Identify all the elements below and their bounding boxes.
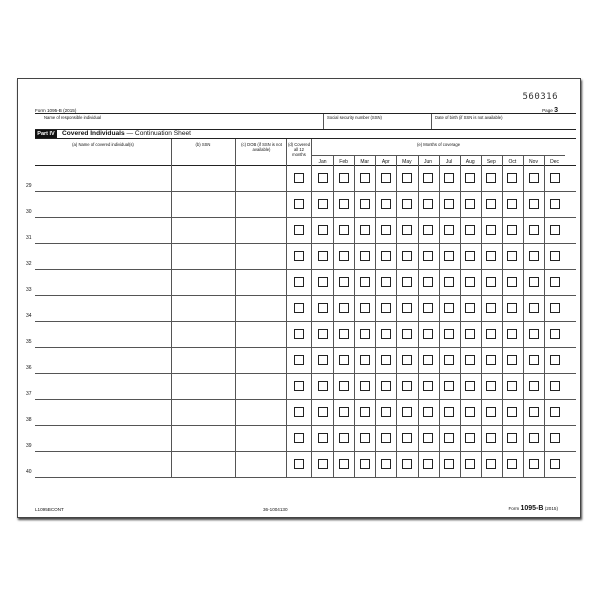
month-checkbox-feb[interactable]	[339, 459, 349, 469]
covered-all-months-checkbox[interactable]	[294, 381, 304, 391]
ssn-field[interactable]	[172, 426, 235, 450]
month-checkbox-mar[interactable]	[360, 433, 370, 443]
month-checkbox-apr[interactable]	[381, 199, 391, 209]
month-checkbox-jun[interactable]	[423, 407, 433, 417]
month-checkbox-nov[interactable]	[529, 381, 539, 391]
month-header-nov: Nov	[529, 159, 538, 165]
month-checkbox-mar[interactable]	[360, 303, 370, 313]
form-code: 560316	[522, 92, 558, 102]
month-checkbox-apr[interactable]	[381, 407, 391, 417]
month-checkbox-oct[interactable]	[507, 225, 517, 235]
month-checkbox-sep[interactable]	[486, 277, 496, 287]
covered-all-months-checkbox[interactable]	[294, 459, 304, 469]
part-heading	[35, 130, 576, 138]
responsible-dob-label: Date of birth (if SSN is not available)	[435, 115, 503, 120]
month-checkbox-jun[interactable]	[423, 381, 433, 391]
covered-all-months-checkbox[interactable]	[294, 329, 304, 339]
ssn-field[interactable]	[172, 452, 235, 476]
month-checkbox-feb[interactable]	[339, 381, 349, 391]
month-checkbox-may[interactable]	[402, 303, 412, 313]
ssn-field[interactable]	[172, 270, 235, 294]
part-title	[62, 130, 191, 138]
ssn-field[interactable]	[172, 296, 235, 320]
month-checkbox-apr[interactable]	[381, 251, 391, 261]
month-checkbox-jun[interactable]	[423, 303, 433, 313]
month-checkbox-jul[interactable]	[444, 173, 454, 183]
month-checkbox-mar[interactable]	[360, 251, 370, 261]
row-number: 32	[26, 261, 32, 267]
month-divider	[460, 155, 461, 477]
month-header-oct: Oct	[508, 159, 517, 165]
month-header-jun: Jun	[423, 159, 433, 165]
month-checkbox-jul[interactable]	[444, 225, 454, 235]
month-checkbox-aug[interactable]	[465, 433, 475, 443]
month-checkbox-feb[interactable]	[339, 251, 349, 261]
month-checkbox-feb[interactable]	[339, 225, 349, 235]
month-checkbox-jan[interactable]	[318, 407, 328, 417]
month-checkbox-apr[interactable]	[381, 173, 391, 183]
col-a-header: (a) Name of covered individual(s)	[72, 142, 134, 147]
month-checkbox-oct[interactable]	[507, 251, 517, 261]
month-header-sep: Sep	[486, 159, 496, 165]
ssn-field[interactable]	[172, 244, 235, 268]
month-checkbox-apr[interactable]	[381, 355, 391, 365]
footer-form-number: 1095-B	[520, 505, 544, 512]
month-checkbox-jan[interactable]	[318, 303, 328, 313]
month-checkbox-nov[interactable]	[529, 303, 539, 313]
header-top-rule	[35, 113, 576, 114]
row-number: 31	[26, 235, 32, 241]
footer-center: 36-1004130	[263, 507, 288, 512]
month-checkbox-feb[interactable]	[339, 277, 349, 287]
month-checkbox-aug[interactable]	[465, 355, 475, 365]
dob-field[interactable]	[236, 296, 286, 320]
month-checkbox-aug[interactable]	[465, 225, 475, 235]
month-header-dec: Dec	[550, 159, 560, 165]
month-checkbox-dec[interactable]	[550, 407, 560, 417]
month-checkbox-may[interactable]	[402, 277, 412, 287]
month-header-may: May	[402, 159, 412, 165]
col-b-header: (b) SSN	[195, 142, 211, 147]
month-checkbox-apr[interactable]	[381, 459, 391, 469]
month-checkbox-mar[interactable]	[360, 277, 370, 287]
month-checkbox-may[interactable]	[402, 251, 412, 261]
form-sheet	[17, 78, 581, 518]
dob-field[interactable]	[236, 322, 286, 346]
month-checkbox-jul[interactable]	[444, 277, 454, 287]
month-checkbox-mar[interactable]	[360, 381, 370, 391]
month-checkbox-mar[interactable]	[360, 407, 370, 417]
ssn-field[interactable]	[172, 322, 235, 346]
month-checkbox-jan[interactable]	[318, 329, 328, 339]
month-checkbox-jun[interactable]	[423, 251, 433, 261]
month-checkbox-may[interactable]	[402, 433, 412, 443]
name-field[interactable]	[35, 218, 171, 242]
covered-all-months-checkbox[interactable]	[294, 173, 304, 183]
covered-all-months-checkbox[interactable]	[294, 199, 304, 209]
footer-left: L1095BCONT	[35, 507, 64, 512]
month-checkbox-may[interactable]	[402, 355, 412, 365]
month-checkbox-oct[interactable]	[507, 303, 517, 313]
month-checkbox-may[interactable]	[402, 407, 412, 417]
month-checkbox-mar[interactable]	[360, 459, 370, 469]
month-checkbox-sep[interactable]	[486, 303, 496, 313]
month-checkbox-aug[interactable]	[465, 303, 475, 313]
month-checkbox-apr[interactable]	[381, 225, 391, 235]
dob-field[interactable]	[236, 426, 286, 450]
month-checkbox-jan[interactable]	[318, 381, 328, 391]
month-checkbox-nov[interactable]	[529, 225, 539, 235]
month-checkbox-dec[interactable]	[550, 199, 560, 209]
part-rule	[35, 138, 576, 139]
month-checkbox-jan[interactable]	[318, 199, 328, 209]
month-checkbox-mar[interactable]	[360, 329, 370, 339]
dob-field[interactable]	[236, 192, 286, 216]
month-checkbox-jun[interactable]	[423, 433, 433, 443]
name-field[interactable]	[35, 426, 171, 450]
month-checkbox-mar[interactable]	[360, 199, 370, 209]
month-checkbox-nov[interactable]	[529, 433, 539, 443]
dob-field[interactable]	[236, 374, 286, 398]
month-checkbox-jun[interactable]	[423, 329, 433, 339]
ssn-field[interactable]	[172, 348, 235, 372]
month-checkbox-oct[interactable]	[507, 407, 517, 417]
month-checkbox-feb[interactable]	[339, 407, 349, 417]
month-checkbox-dec[interactable]	[550, 251, 560, 261]
month-checkbox-sep[interactable]	[486, 407, 496, 417]
responsible-individual-label: Name of responsible individual	[44, 115, 102, 120]
month-checkbox-jun[interactable]	[423, 225, 433, 235]
row-number: 35	[26, 339, 32, 345]
month-checkbox-nov[interactable]	[529, 355, 539, 365]
month-checkbox-jan[interactable]	[318, 433, 328, 443]
page-label-text: Page	[542, 108, 553, 113]
month-checkbox-sep[interactable]	[486, 355, 496, 365]
row-number: 30	[26, 209, 32, 215]
month-checkbox-sep[interactable]	[486, 173, 496, 183]
row-number: 29	[26, 183, 32, 189]
month-checkbox-jul[interactable]	[444, 199, 454, 209]
month-checkbox-feb[interactable]	[339, 173, 349, 183]
month-checkbox-jul[interactable]	[444, 329, 454, 339]
month-checkbox-apr[interactable]	[381, 433, 391, 443]
ssn-field[interactable]	[172, 166, 235, 190]
covered-all-months-checkbox[interactable]	[294, 407, 304, 417]
month-checkbox-aug[interactable]	[465, 277, 475, 287]
col-c-header: (c) DOB (if SSN is not available)	[241, 142, 282, 152]
month-checkbox-nov[interactable]	[529, 277, 539, 287]
month-checkbox-jul[interactable]	[444, 381, 454, 391]
month-checkbox-nov[interactable]	[529, 199, 539, 209]
month-checkbox-jan[interactable]	[318, 225, 328, 235]
month-checkbox-dec[interactable]	[550, 459, 560, 469]
row-number: 34	[26, 313, 32, 319]
month-checkbox-oct[interactable]	[507, 355, 517, 365]
month-checkbox-nov[interactable]	[529, 329, 539, 339]
footer-form-prefix: Form	[508, 506, 520, 511]
col-e-header: (e) Months of coverage	[416, 142, 461, 147]
month-checkbox-sep[interactable]	[486, 251, 496, 261]
month-checkbox-jan[interactable]	[318, 459, 328, 469]
dob-field[interactable]	[236, 452, 286, 476]
month-checkbox-sep[interactable]	[486, 225, 496, 235]
row-number: 39	[26, 443, 32, 449]
page-number: 3	[554, 107, 558, 114]
month-checkbox-oct[interactable]	[507, 329, 517, 339]
month-checkbox-dec[interactable]	[550, 225, 560, 235]
month-checkbox-jun[interactable]	[423, 355, 433, 365]
responsible-ssn-label: Social security number (SSN)	[327, 115, 382, 120]
month-divider	[481, 155, 482, 477]
dob-field[interactable]	[236, 348, 286, 372]
month-checkbox-dec[interactable]	[550, 173, 560, 183]
month-checkbox-nov[interactable]	[529, 459, 539, 469]
month-checkbox-apr[interactable]	[381, 303, 391, 313]
month-checkbox-feb[interactable]	[339, 199, 349, 209]
month-header-aug: Aug	[465, 159, 475, 165]
month-checkbox-jul[interactable]	[444, 251, 454, 261]
month-checkbox-may[interactable]	[402, 459, 412, 469]
month-divider	[396, 155, 397, 477]
month-checkbox-dec[interactable]	[550, 381, 560, 391]
covered-all-months-checkbox[interactable]	[294, 355, 304, 365]
part-title-bold: Covered Individuals	[62, 130, 125, 137]
month-checkbox-may[interactable]	[402, 225, 412, 235]
month-checkbox-jul[interactable]	[444, 433, 454, 443]
month-divider	[375, 155, 376, 477]
column-divider	[311, 139, 312, 477]
month-checkbox-sep[interactable]	[486, 459, 496, 469]
name-field[interactable]	[35, 270, 171, 294]
month-checkbox-oct[interactable]	[507, 173, 517, 183]
covered-all-months-checkbox[interactable]	[294, 433, 304, 443]
footer-form-year: (2015)	[544, 506, 558, 511]
form-name: Form 1095-B (2015)	[35, 108, 77, 113]
row-number: 38	[26, 417, 32, 423]
month-checkbox-sep[interactable]	[486, 433, 496, 443]
name-field[interactable]	[35, 192, 171, 216]
name-field[interactable]	[35, 374, 171, 398]
month-checkbox-jun[interactable]	[423, 459, 433, 469]
row-rule	[35, 477, 576, 478]
month-divider	[544, 155, 545, 477]
month-divider	[502, 155, 503, 477]
month-checkbox-sep[interactable]	[486, 199, 496, 209]
month-header-jan: Jan	[318, 159, 327, 165]
month-checkbox-nov[interactable]	[529, 173, 539, 183]
ssn-field[interactable]	[172, 374, 235, 398]
month-checkbox-jun[interactable]	[423, 199, 433, 209]
name-field[interactable]	[35, 166, 171, 190]
month-checkbox-jul[interactable]	[444, 303, 454, 313]
name-field[interactable]	[35, 400, 171, 424]
month-checkbox-dec[interactable]	[550, 433, 560, 443]
month-checkbox-jun[interactable]	[423, 173, 433, 183]
month-checkbox-jul[interactable]	[444, 407, 454, 417]
month-divider	[418, 155, 419, 477]
month-checkbox-dec[interactable]	[550, 277, 560, 287]
month-checkbox-jan[interactable]	[318, 277, 328, 287]
row-number: 40	[26, 469, 32, 475]
month-checkbox-mar[interactable]	[360, 225, 370, 235]
month-checkbox-feb[interactable]	[339, 355, 349, 365]
month-checkbox-feb[interactable]	[339, 303, 349, 313]
month-checkbox-aug[interactable]	[465, 329, 475, 339]
month-checkbox-jun[interactable]	[423, 277, 433, 287]
dob-field[interactable]	[236, 270, 286, 294]
month-checkbox-jan[interactable]	[318, 173, 328, 183]
ssn-field[interactable]	[172, 400, 235, 424]
month-checkbox-mar[interactable]	[360, 173, 370, 183]
month-checkbox-oct[interactable]	[507, 277, 517, 287]
covered-all-months-checkbox[interactable]	[294, 251, 304, 261]
month-checkbox-dec[interactable]	[550, 329, 560, 339]
month-checkbox-feb[interactable]	[339, 329, 349, 339]
month-divider	[333, 155, 334, 477]
name-field[interactable]	[35, 296, 171, 320]
month-checkbox-dec[interactable]	[550, 355, 560, 365]
month-divider	[523, 155, 524, 477]
dob-field[interactable]	[236, 400, 286, 424]
month-checkbox-apr[interactable]	[381, 329, 391, 339]
month-header-mar: Mar	[360, 159, 369, 165]
month-checkbox-aug[interactable]	[465, 381, 475, 391]
month-checkbox-apr[interactable]	[381, 381, 391, 391]
covered-all-months-checkbox[interactable]	[294, 225, 304, 235]
month-checkbox-may[interactable]	[402, 329, 412, 339]
month-checkbox-may[interactable]	[402, 173, 412, 183]
month-checkbox-nov[interactable]	[529, 407, 539, 417]
month-checkbox-may[interactable]	[402, 199, 412, 209]
ssn-field[interactable]	[172, 218, 235, 242]
name-field[interactable]	[35, 244, 171, 268]
row-number: 36	[26, 365, 32, 371]
footer-right	[508, 505, 558, 512]
name-field[interactable]	[35, 322, 171, 346]
covered-all-months-checkbox[interactable]	[294, 277, 304, 287]
month-checkbox-aug[interactable]	[465, 459, 475, 469]
part-title-rest: — Continuation Sheet	[124, 130, 192, 137]
name-field[interactable]	[35, 348, 171, 372]
month-checkbox-aug[interactable]	[465, 199, 475, 209]
month-checkbox-aug[interactable]	[465, 251, 475, 261]
month-checkbox-jul[interactable]	[444, 459, 454, 469]
month-checkbox-mar[interactable]	[360, 355, 370, 365]
month-checkbox-sep[interactable]	[486, 381, 496, 391]
ssn-field[interactable]	[172, 192, 235, 216]
month-checkbox-jan[interactable]	[318, 251, 328, 261]
month-checkbox-oct[interactable]	[507, 459, 517, 469]
month-divider	[354, 155, 355, 477]
month-checkbox-oct[interactable]	[507, 199, 517, 209]
month-checkbox-apr[interactable]	[381, 277, 391, 287]
month-checkbox-nov[interactable]	[529, 251, 539, 261]
dob-field[interactable]	[236, 244, 286, 268]
row-number: 37	[26, 391, 32, 397]
header-divider-2	[431, 114, 432, 129]
month-checkbox-dec[interactable]	[550, 303, 560, 313]
month-checkbox-jul[interactable]	[444, 355, 454, 365]
month-checkbox-feb[interactable]	[339, 433, 349, 443]
month-divider	[439, 155, 440, 477]
covered-all-months-checkbox[interactable]	[294, 303, 304, 313]
col-d-header: (d) Covered all 12 months	[287, 142, 311, 157]
month-checkbox-aug[interactable]	[465, 407, 475, 417]
month-checkbox-aug[interactable]	[465, 173, 475, 183]
dob-field[interactable]	[236, 218, 286, 242]
month-header-feb: Feb	[339, 159, 348, 165]
month-header-apr: Apr	[381, 159, 390, 165]
column-divider	[286, 139, 287, 477]
header-divider-1	[323, 114, 324, 129]
row-number: 33	[26, 287, 32, 293]
dob-field[interactable]	[236, 166, 286, 190]
month-checkbox-jan[interactable]	[318, 355, 328, 365]
month-checkbox-oct[interactable]	[507, 433, 517, 443]
month-checkbox-oct[interactable]	[507, 381, 517, 391]
month-checkbox-may[interactable]	[402, 381, 412, 391]
part-tag: Part IV	[35, 130, 57, 138]
month-checkbox-sep[interactable]	[486, 329, 496, 339]
name-field[interactable]	[35, 452, 171, 476]
month-header-jul: Jul	[445, 159, 453, 165]
